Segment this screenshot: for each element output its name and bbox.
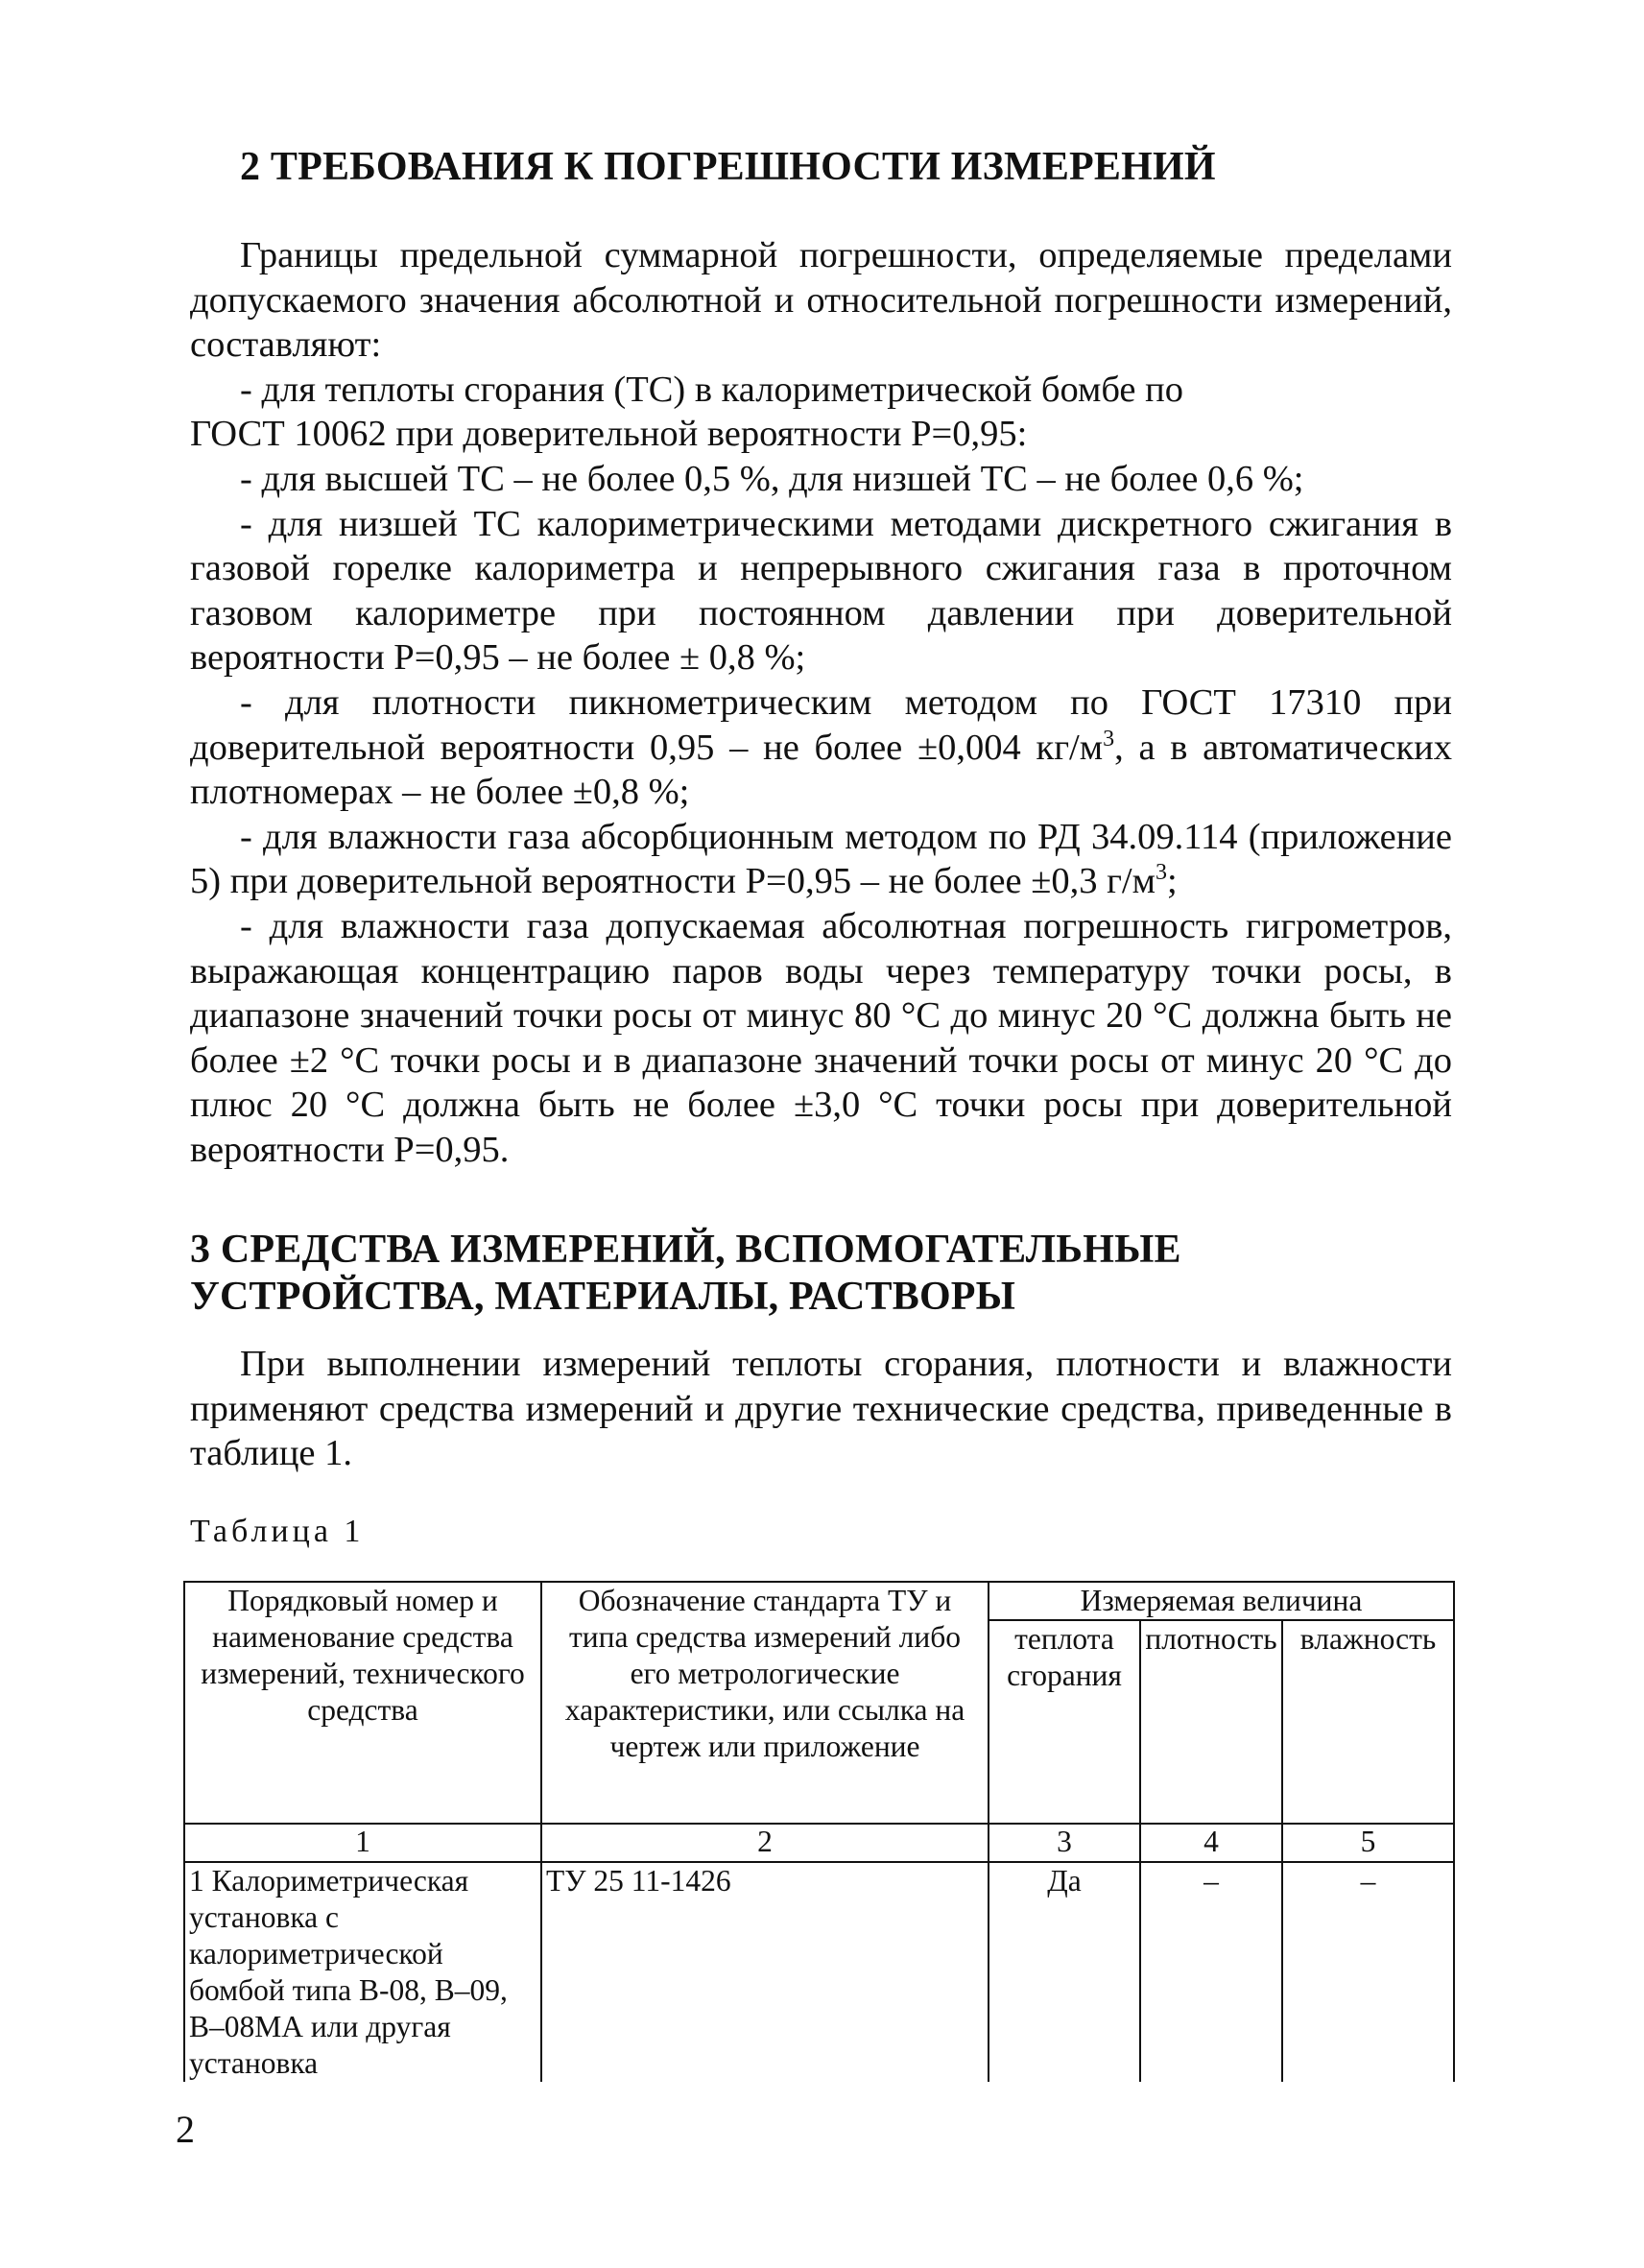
table-caption: Таблица 1 xyxy=(190,1514,365,1549)
col2-header: Обозначение стандарта ТУ и типа средства измерений либо его метрологические характеристики, или ссылка на чертеж или приложение xyxy=(541,1582,989,1824)
row-density: – xyxy=(1140,1862,1282,2082)
column-number-row xyxy=(184,1824,1454,1862)
req-item-humidity-absorption: - для влажности газа абсорбционным методом по РД 34.09.114 (приложение 5) при доверительной вероятности P=0,95 – не более ±0,3 $г/м^3$; xyxy=(190,816,1452,902)
subheader-heat: теплота сгорания xyxy=(989,1620,1140,1824)
column-number: 1 xyxy=(184,1824,541,1862)
req-item-humidity-hygrometer: - для влажности газа допускаемая абсолютная погрешность гигрометров, выражающая концентрацию паров воды через температуру точки росы, в диапазоне значений точки росы от минус 80 °C до минус 20 °C должна быть не более ±2 °C точки росы и в диапазоне значений точки росы от минус 20 °C до плюс 20 °C должна быть не более ±3,0 °C точки росы при доверительной вероятности P=0,95. xyxy=(190,905,1452,1170)
req-item-density: - для плотности пикнометрическим методом по ГОСТ 17310 при доверительной вероятности 0,95 – не более ±0,004 $кг/м^3$, а в автоматических плотномерах – не более ±0,8 %; xyxy=(190,681,1453,813)
col1-header: Порядковый номер и наименование средства измерений, технического средства xyxy=(184,1582,541,1824)
section-3-body xyxy=(190,1342,1452,1476)
row-designation: ТУ 25 11-1426 xyxy=(541,1862,989,2082)
req-item-lower-heat-methods: - для низшей ТС калориметрическими методами дискретного сжигания в газовой горелке калориметра и непрерывного сжигания газа в проточном газовом калориметре при постоянном давлении при доверительной вероятности P=0,95 – не более ± 0,8 %; xyxy=(190,503,1452,679)
row-humidity: – xyxy=(1282,1862,1454,2082)
section-2-body xyxy=(190,233,1452,1172)
section-2-intro: Границы предельной суммарной погрешности, определяемые пределами допускаемого значения абсолютной и относительной погрешности измерений, составляют: xyxy=(190,235,1452,366)
column-number: 2 xyxy=(541,1824,989,1862)
req-item-gost-10062: ГОСТ 10062 при доверительной вероятности P=0,95: xyxy=(190,414,1028,455)
superscript-3: 3 xyxy=(1103,726,1115,752)
equipment-table xyxy=(183,1581,1455,2082)
subheader-humidity: влажность xyxy=(1282,1620,1454,1824)
subheader-density: плотность xyxy=(1140,1620,1282,1824)
superscript-3: 3 xyxy=(1155,860,1167,886)
row-heat: Да xyxy=(989,1862,1140,2082)
row-name: 1 Калориметрическая установка с калориметрической бомбой типа В-08, В–09, В–08МА или другая установка xyxy=(184,1862,541,2082)
column-number: 5 xyxy=(1282,1824,1454,1862)
req-item-higher-lower-heat: - для высшей ТС – не более 0,5 %, для низшей ТС – не более 0,6 %; xyxy=(240,458,1304,499)
section-2-title: 2 ТРЕБОВАНИЯ К ПОГРЕШНОСТИ ИЗМЕРЕНИЙ xyxy=(240,145,1216,189)
section-3-title: 3 СРЕДСТВА ИЗМЕРЕНИЙ, ВСПОМОГАТЕЛЬНЫЕ УСТРОЙСТВА, МАТЕРИАЛЫ, РАСТВОРЫ xyxy=(190,1228,1181,1319)
column-number: 4 xyxy=(1140,1824,1282,1862)
page-number: 2 xyxy=(176,2108,195,2151)
column-number: 3 xyxy=(989,1824,1140,1862)
section-3-paragraph: При выполнении измерений теплоты сгорания, плотности и влажности применяют средства измерений и другие технические средства, приведенные в таблице 1. xyxy=(190,1344,1452,1474)
req-item-calorimetric-bomb: - для теплоты сгорания (ТС) в калориметрической бомбе по xyxy=(240,369,1183,410)
measured-quantity-header: Измеряемая величина xyxy=(989,1582,1454,1620)
table-row xyxy=(184,1862,1454,2082)
